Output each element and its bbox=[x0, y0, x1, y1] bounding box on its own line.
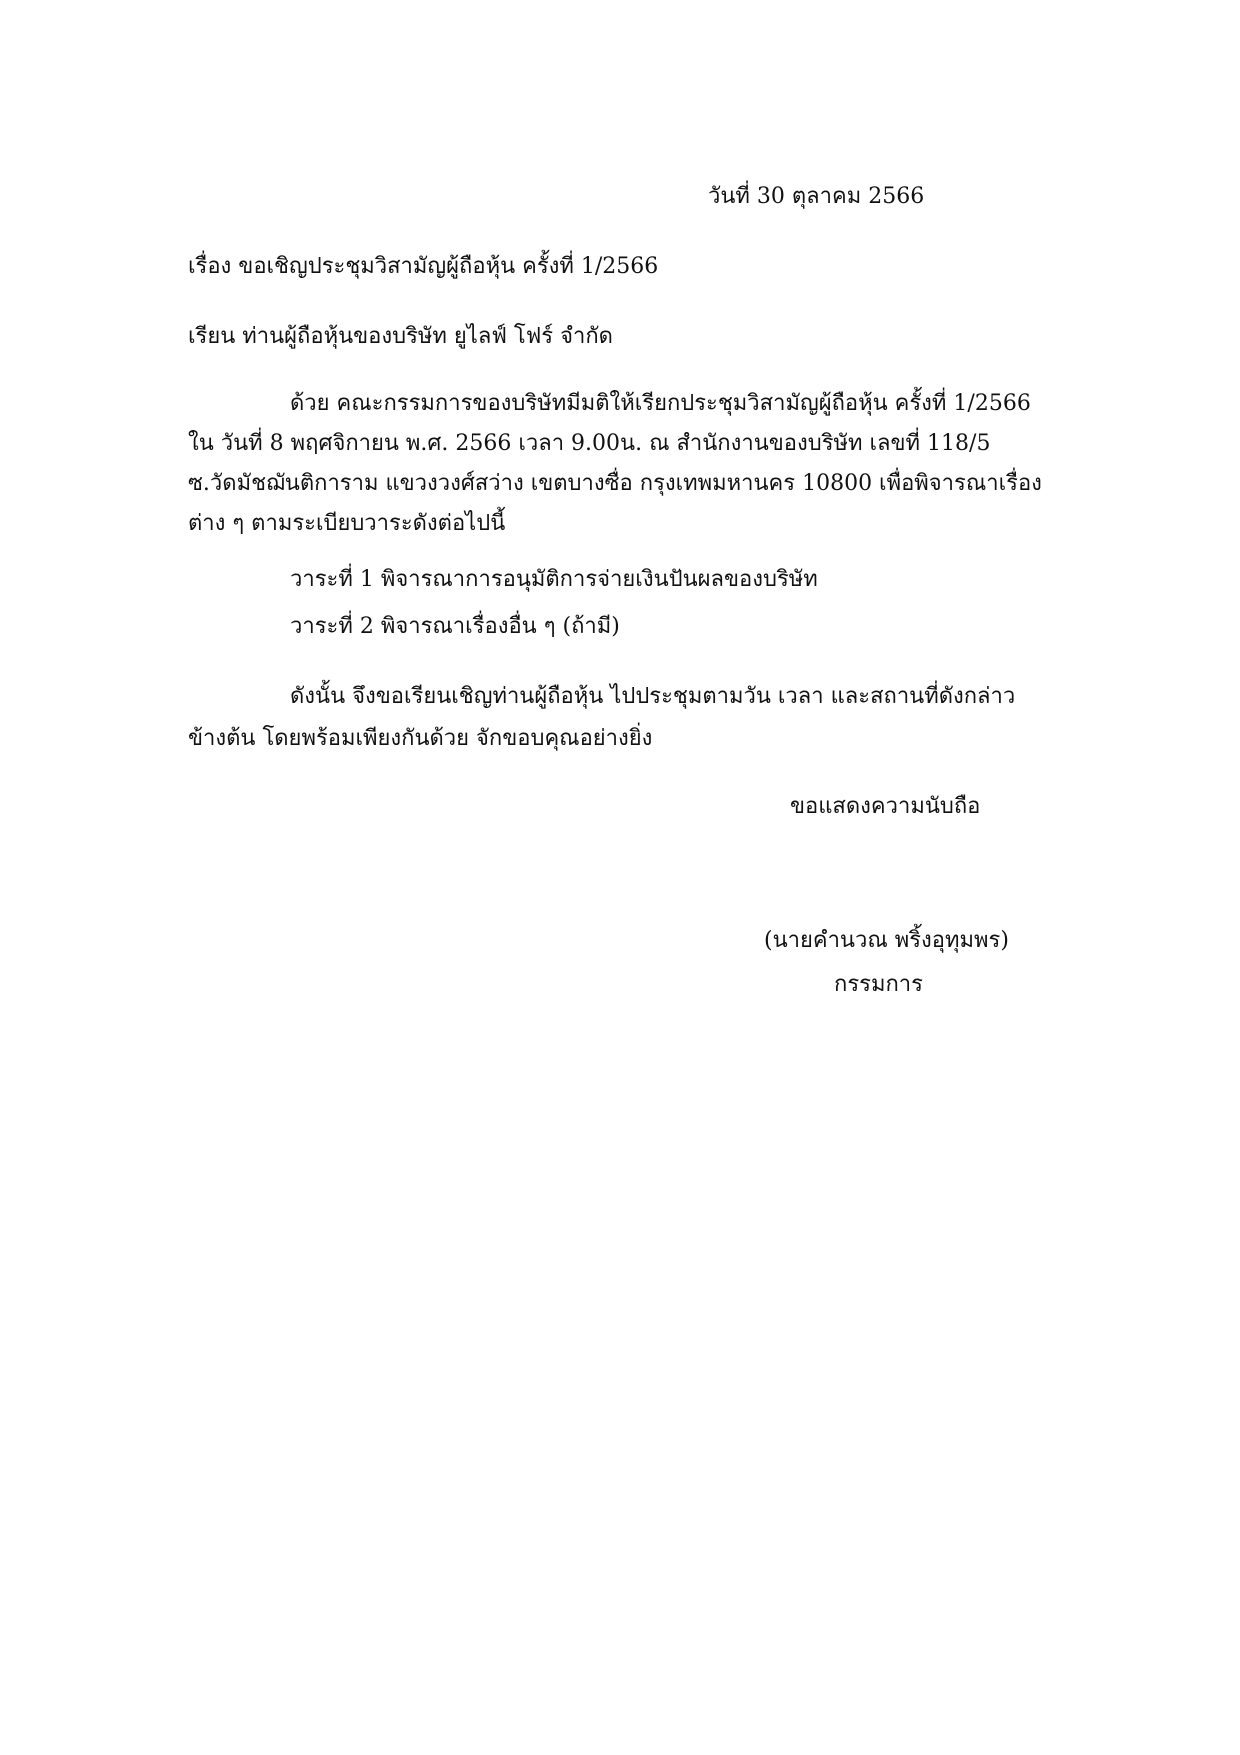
signer-position: กรรมการ bbox=[834, 972, 923, 997]
letter-subject: เรื่อง ขอเชิญประชุมวิสามัญผู้ถือหุ้น ครั้งที่ 1/2566 bbox=[188, 254, 659, 279]
signer-name: (นายคำนวณ พริ้งอุทุมพร) bbox=[764, 928, 1009, 953]
agenda-item-2: วาระที่ 2 พิจารณาเรื่องอื่น ๆ (ถ้ามี) bbox=[290, 614, 620, 639]
letter-closing: ขอแสดงความนับถือ bbox=[790, 794, 981, 819]
body-paragraph-2: ดังนั้น จึงขอเรียนเชิญท่านผู้ถือหุ้น ไปประชุมตามวัน เวลา และสถานที่ดังกล่าวข้างต้น โดยพร้อมเพียงกันด้วย จักขอบคุณอย่างยิ่ง bbox=[188, 684, 1016, 751]
body-paragraph-1: ด้วย คณะกรรมการของบริษัทมีมติให้เรียกประชุมวิสามัญผู้ถือหุ้น ครั้งที่ 1/2566 ใน วันที่ 8 พฤศจิกายน พ.ศ. 2566 เวลา 9.00น. ณ สำนักงานของบริษัท เลขที่ 118/5 ซ.วัดมัชฌันติการาม แขวงวงศ์สว่าง เขตบางซื่อ กรุงเทพมหานคร 10800 เพื่อพิจารณาเรื่องต่าง ๆ ตามระเบียบวาระดังต่อไปนี้ bbox=[188, 391, 1042, 536]
agenda-item-1: วาระที่ 1 พิจารณาการอนุมัติการจ่ายเงินปันผลของบริษัท bbox=[290, 567, 818, 592]
letter-date: วันที่ 30 ตุลาคม 2566 bbox=[708, 184, 925, 209]
letter-recipient: เรียน ท่านผู้ถือหุ้นของบริษัท ยูไลฟ์ โฟร์ จำกัด bbox=[188, 324, 613, 349]
